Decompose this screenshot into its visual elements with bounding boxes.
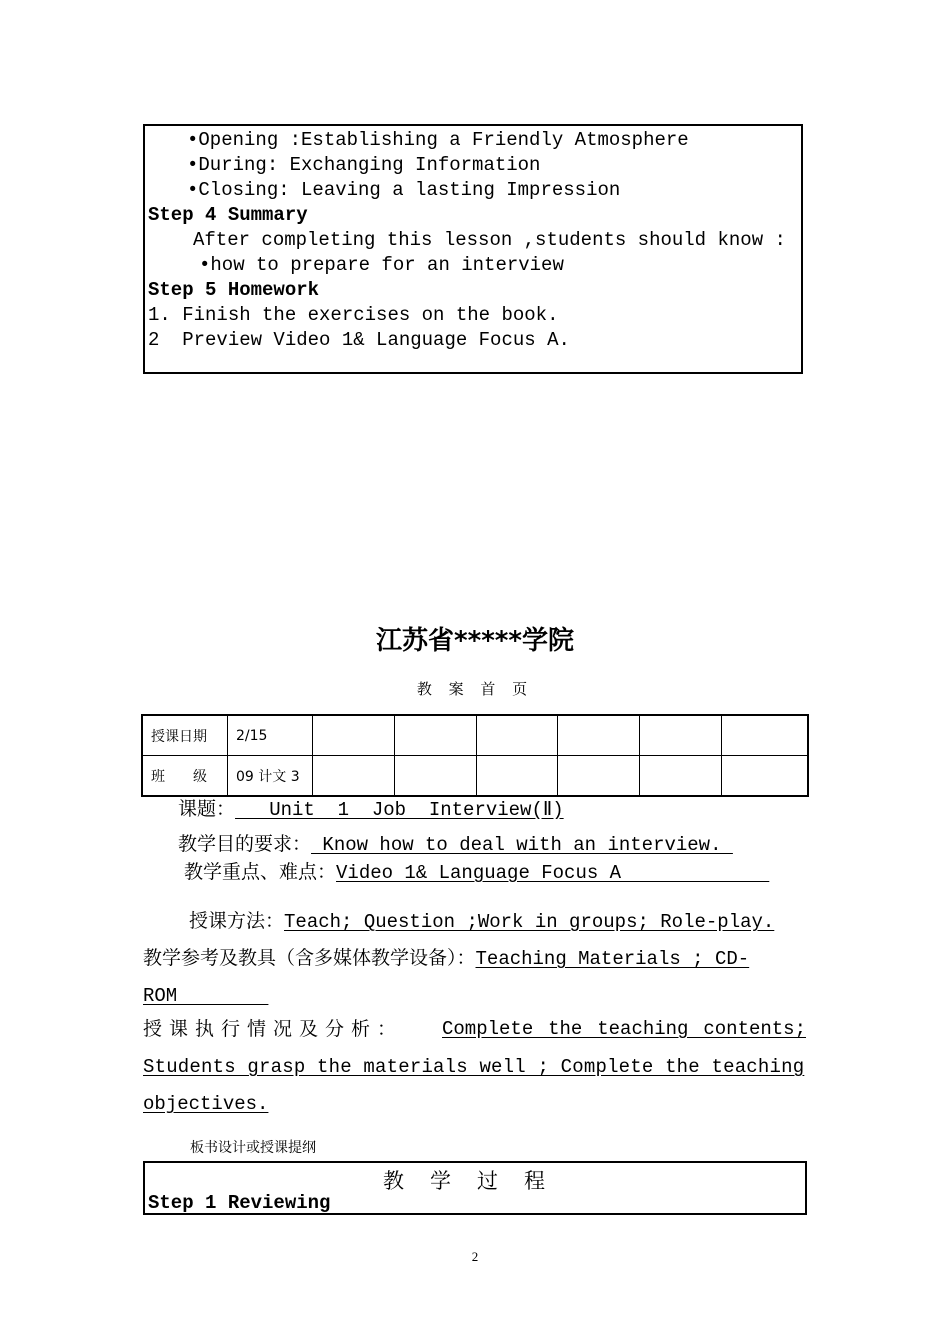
- date-label: 授课日期: [142, 715, 228, 756]
- college-title: 江苏省*****学院: [376, 626, 574, 656]
- empty-cell: [640, 715, 722, 756]
- analysis-field: [143, 1017, 403, 1042]
- empty-cell: [476, 715, 558, 756]
- table-row: [142, 715, 808, 756]
- objective-label: 教学目的要求：: [178, 833, 312, 855]
- reference-value-2: ROM: [143, 985, 269, 1007]
- empty-cell: [722, 756, 808, 797]
- step5-title: Step 5 Homework: [148, 279, 320, 301]
- topic-label: 课题：: [178, 798, 236, 820]
- class-label: 班 级: [142, 756, 228, 797]
- empty-cell: [640, 756, 722, 797]
- bullet-closing: •Closing: Leaving a lasting Impression: [187, 179, 621, 201]
- date-value: 2/15: [228, 715, 313, 756]
- keypoints-label: 教学重点、难点：: [184, 861, 337, 883]
- bullet-during: •During: Exchanging Information: [187, 154, 541, 176]
- step4-bullet: •how to prepare for an interview: [199, 254, 564, 276]
- page-subtitle: 教 案 首 页: [416, 680, 534, 698]
- analysis-line-1: [442, 1017, 806, 1041]
- analysis-line-2: [143, 1055, 806, 1079]
- process-heading: 教学过程: [383, 1169, 571, 1193]
- objective-value: Know how to deal with an interview.: [311, 834, 733, 856]
- empty-cell: [558, 756, 640, 797]
- homework-item-1: 1. Finish the exercises on the book.: [148, 304, 559, 326]
- step4-text: After completing this lesson ,students should know :: [193, 229, 786, 251]
- teaching-process-box: [143, 1161, 807, 1215]
- method-field: [189, 909, 774, 934]
- analysis-value-2: Students grasp the materials well ; Complete the teaching: [143, 1056, 805, 1078]
- method-value: Teach; Question ;Work in groups; Role-play.: [284, 911, 775, 933]
- step4-title: Step 4 Summary: [148, 204, 308, 226]
- page-number: 2: [471, 1249, 479, 1264]
- lesson-steps-box: [143, 124, 803, 374]
- bullet-opening: •Opening :Establishing a Friendly Atmosphere: [187, 129, 689, 151]
- empty-cell: [558, 715, 640, 756]
- keypoints-value: Video 1& Language Focus A: [336, 862, 770, 884]
- topic-value: Unit 1 Job Interview(Ⅱ): [235, 799, 564, 821]
- step1-title: Step 1 Reviewing: [148, 1192, 331, 1214]
- board-design-label: 板书设计或授课提纲: [190, 1140, 316, 1156]
- analysis-label: 授课执行情况及分析：: [143, 1018, 404, 1040]
- reference-field-cont: [143, 984, 268, 1008]
- analysis-line-3: [143, 1092, 268, 1116]
- reference-value-1: Teaching Materials ; CD-: [475, 948, 750, 970]
- keypoints-field: [184, 860, 769, 885]
- empty-cell: [722, 715, 808, 756]
- empty-cell: [476, 756, 558, 797]
- lesson-info-table: [141, 714, 809, 797]
- objective-field: [178, 832, 733, 857]
- reference-label: 教学参考及教具（含多媒体教学设备）：: [143, 947, 476, 969]
- table-row: [142, 756, 808, 797]
- analysis-value-3: objectives.: [143, 1093, 269, 1115]
- homework-item-2: 2 Preview Video 1& Language Focus A.: [148, 329, 570, 351]
- method-label: 授课方法：: [189, 910, 285, 932]
- empty-cell: [394, 715, 476, 756]
- empty-cell: [394, 756, 476, 797]
- analysis-value-1: Complete the teaching contents;: [442, 1018, 806, 1040]
- empty-cell: [313, 756, 395, 797]
- topic-field: [178, 797, 564, 822]
- reference-field: [143, 946, 749, 971]
- class-value: 09 计文 3: [228, 756, 313, 797]
- empty-cell: [313, 715, 395, 756]
